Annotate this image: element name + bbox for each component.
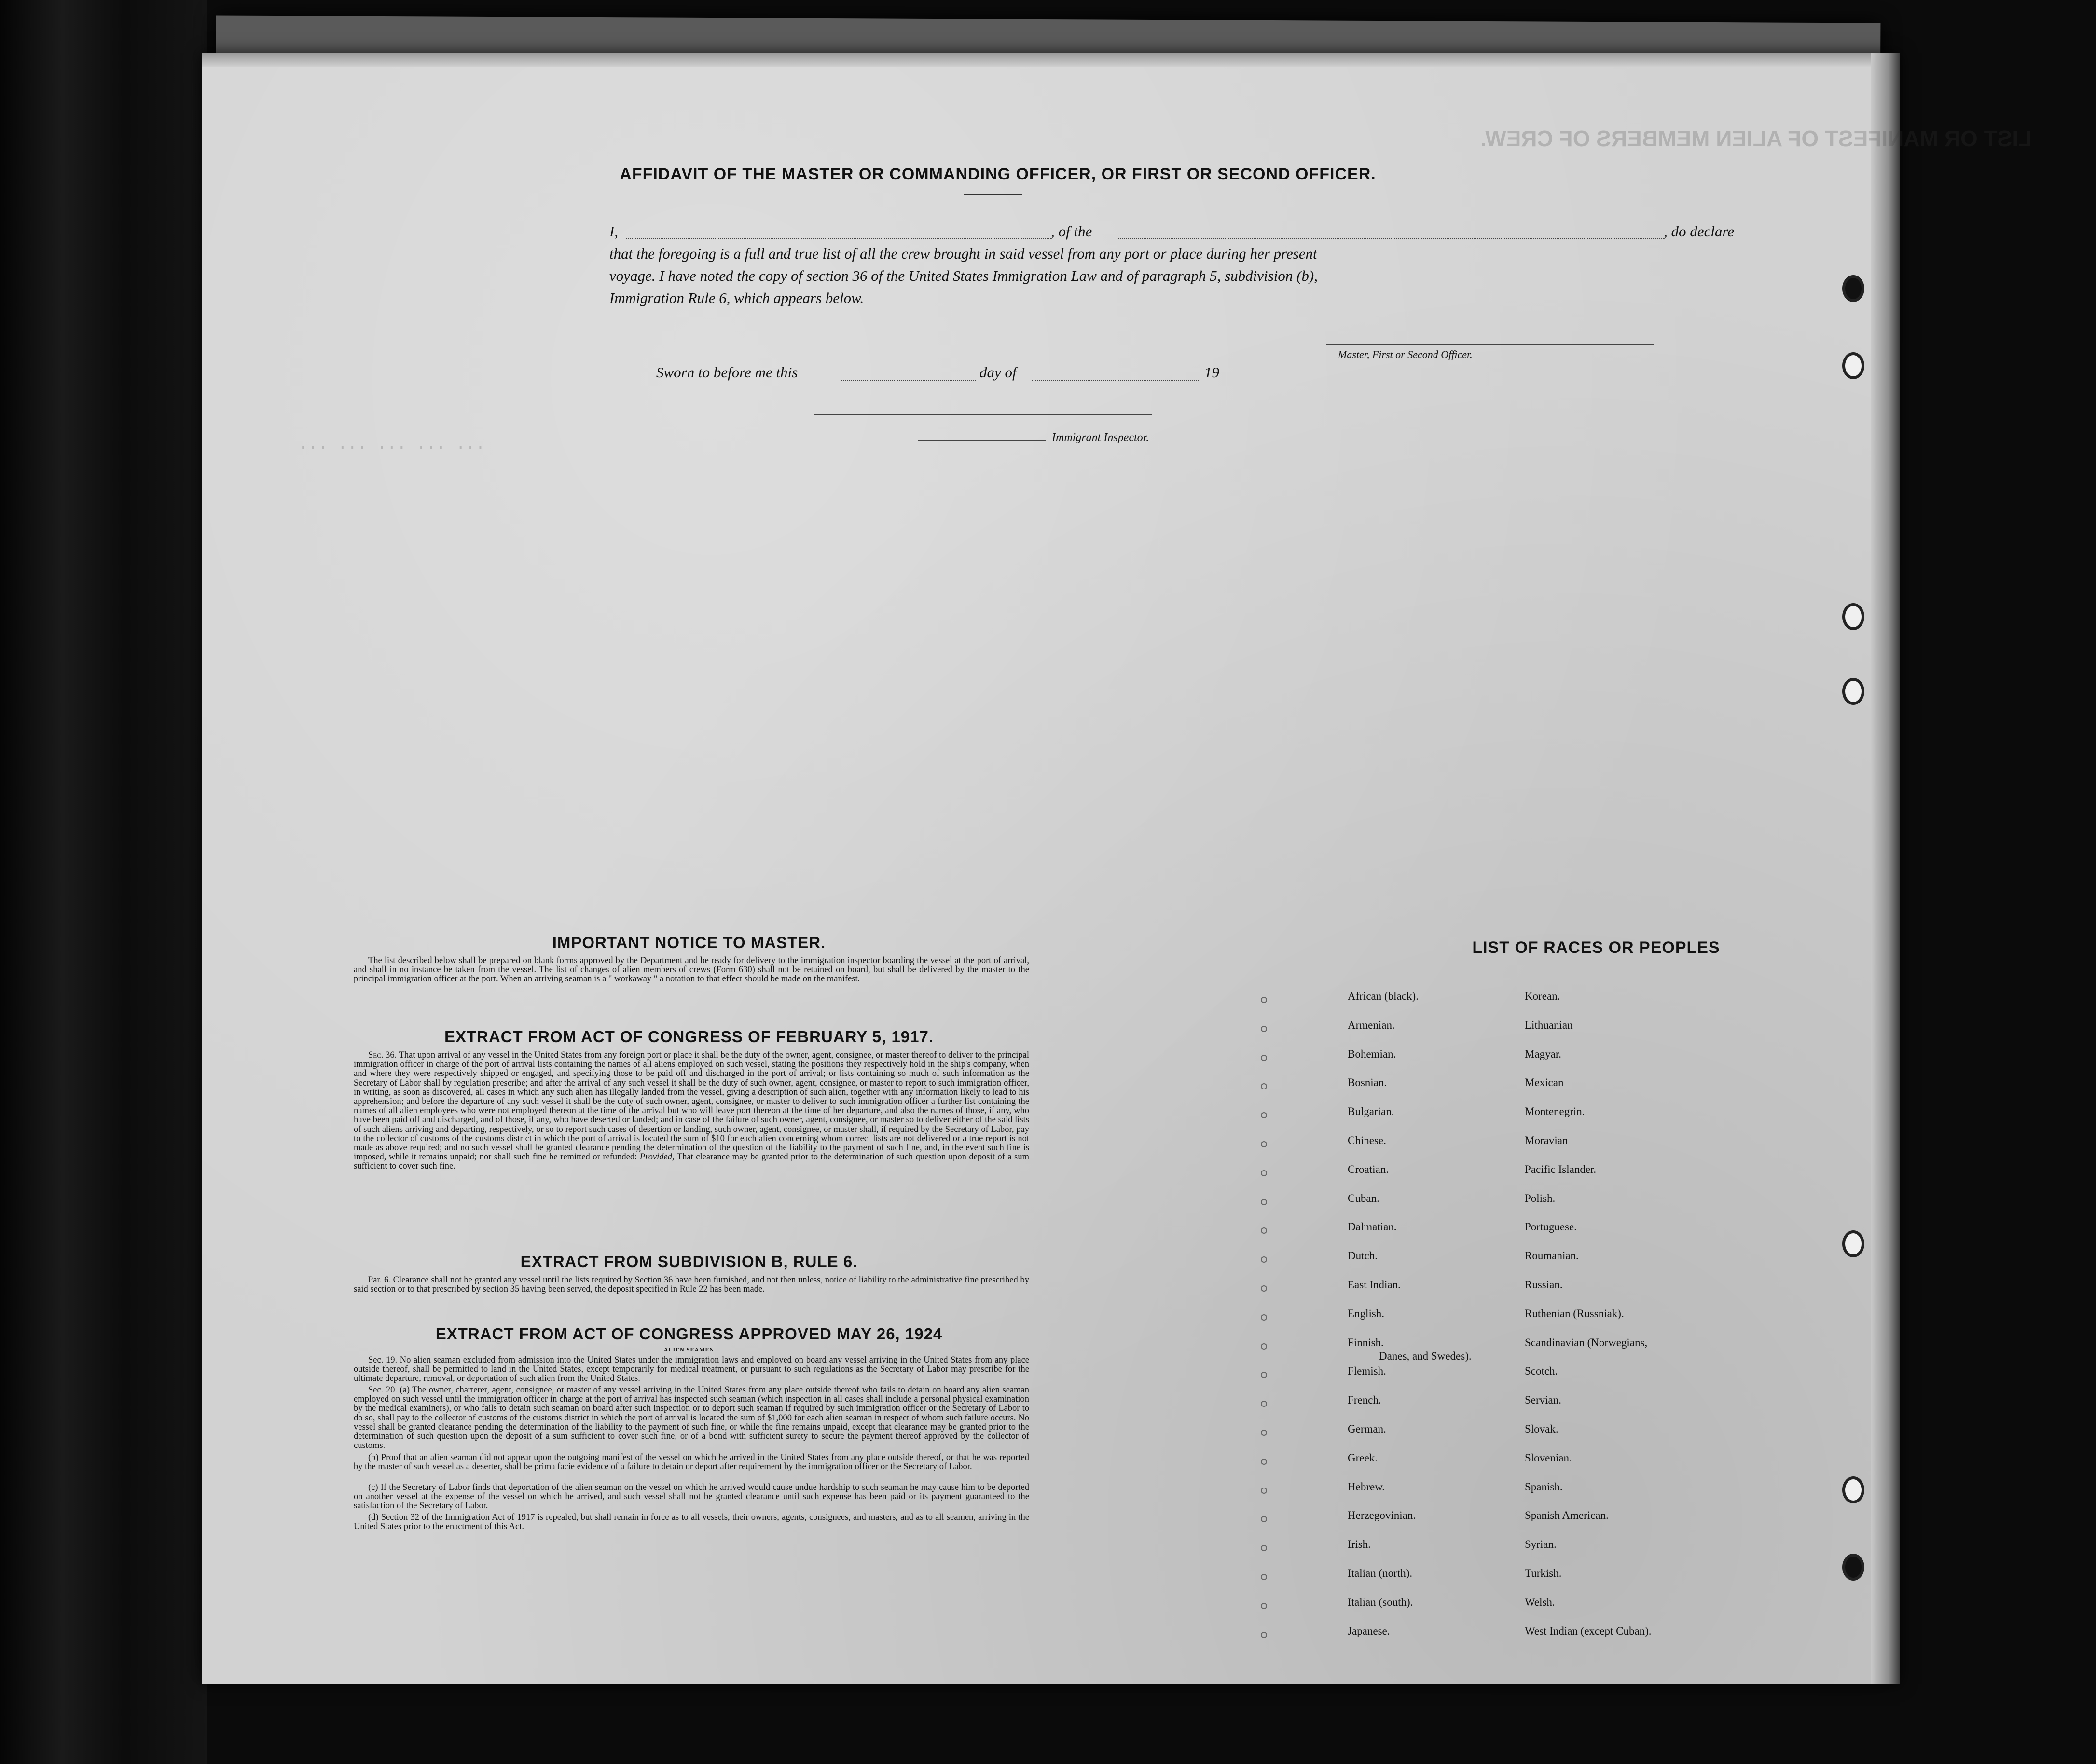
inspector-label: Immigrant Inspector.	[1052, 431, 1149, 444]
affidavit-line-4: Immigration Rule 6, which appears below.	[609, 289, 864, 306]
race-left-item: English.	[1348, 1307, 1385, 1320]
race-right-item: Roumanian.	[1525, 1250, 1579, 1262]
race-marker	[1261, 1459, 1267, 1465]
sworn-day-of: day of	[979, 364, 1017, 381]
name-blank	[626, 238, 1051, 239]
extract-1924-sec20d: (d) Section 32 of the Immigration Act of 1917 is repealed, but shall remain in force as to all vessels, their owners, agents, consignees, and masters, and as to all seamen, arriving in the United States prior to the enactment of this Act.	[354, 1513, 1029, 1532]
binder-hole	[1842, 352, 1864, 379]
race-marker	[1261, 1112, 1267, 1118]
race-left-item: Italian (south).	[1348, 1596, 1413, 1608]
race-left-item: Flemish.	[1348, 1365, 1386, 1378]
race-right-item: Syrian.	[1525, 1538, 1557, 1551]
race-marker	[1261, 1227, 1267, 1234]
race-right-item: West Indian (except Cuban).	[1525, 1625, 1652, 1637]
race-left-item: Cuban.	[1348, 1192, 1379, 1204]
extract-1924-sec20a: Sec. 20. (a) The owner, charterer, agent, consignee, or master of any vessel arriving in the United States from any place outside thereof who fails to detain on board any alien seaman employed on such vessel until the immigration officer in charge at the port of arrival has inspected such seaman (which inspection in all cases shall include a personal physical examination by the medical examiners), or who fails to detain such seaman on board after such inspection or to deport such seaman if required by such immigration officer or the Secretary of Labor to do so, shall pay to the collector of customs of the customs district in which the port of arrival is located the sum of $1,000 for each alien seaman in respect of whom such failure occurs. No vessel shall be granted clearance pending the determination of the liability to the payment of such fine, or while the fine remains unpaid, except that clearance may be granted prior to the determination of such question upon the deposit of a sum sufficient to cover such fine, or of a bond with sufficient surety to secure the payment thereof approved by the collector of customs.	[354, 1385, 1029, 1451]
race-right-item: Lithuanian	[1525, 1019, 1573, 1031]
extract-rule6-title: EXTRACT FROM SUBDIVISION B, RULE 6.	[520, 1253, 858, 1270]
vessel-blank	[1118, 238, 1664, 239]
race-left-item: Bohemian.	[1348, 1047, 1396, 1060]
extract-1924-title: EXTRACT FROM ACT OF CONGRESS APPROVED MAY 26, 1924	[435, 1325, 943, 1343]
race-left-item: Herzegovinian.	[1348, 1509, 1416, 1522]
race-marker	[1261, 1516, 1267, 1522]
race-marker	[1261, 1632, 1267, 1638]
race-left-item: African (black).	[1348, 990, 1419, 1002]
inspector-signature-line	[918, 440, 1046, 441]
race-marker	[1261, 1372, 1267, 1378]
race-left-item: Bulgarian.	[1348, 1105, 1394, 1118]
sworn-month-blank	[1032, 380, 1200, 381]
race-right-item: Russian.	[1525, 1279, 1563, 1291]
race-marker	[1261, 1141, 1267, 1147]
affidavit-title: AFFIDAVIT OF THE MASTER OR COMMANDING OFFICER, OR FIRST OR SECOND OFFICER.	[620, 165, 1376, 183]
race-right-item: Magyar.	[1525, 1047, 1562, 1060]
race-marker	[1261, 1256, 1267, 1263]
race-marker	[1261, 1574, 1267, 1580]
extract-1924-subhead: ALIEN SEAMEN	[663, 1346, 715, 1353]
race-right-item: Pacific Islander.	[1525, 1163, 1597, 1175]
race-left-item: Finnish.	[1348, 1336, 1384, 1349]
master-signature-line	[1326, 344, 1654, 345]
race-left-item: German.	[1348, 1423, 1386, 1435]
race-left-item: Bosnian.	[1348, 1076, 1387, 1089]
sworn-prefix: Sworn to before me this	[656, 364, 798, 381]
page-fold	[202, 53, 1900, 67]
title-underline	[964, 194, 1022, 195]
race-right-item: Korean.	[1525, 990, 1560, 1002]
race-right-item: Danes, and Swedes).	[1379, 1350, 1472, 1362]
race-right-item: Portuguese.	[1525, 1221, 1577, 1233]
affidavit-line-2: that the foregoing is a full and true list of all the crew brought in said vessel from any port or place during her present	[609, 245, 1317, 262]
extract-1917-section-label: Sec. 36.	[368, 1050, 397, 1060]
affidavit-i: I,	[609, 223, 619, 240]
extract-1924-sec20b: (b) Proof that an alien seaman did not appear upon the outgoing manifest of the vessel on which he arrived in the United States from any place outside thereof, or that he was reported by the master of such vessel as a deserter, shall be prima facie evidence of a failure to detain or deport after requirement by the immigration officer or the Secretary of Labor.	[354, 1453, 1029, 1472]
race-right-item: Spanish.	[1525, 1480, 1563, 1493]
binding-edge	[0, 0, 207, 1764]
race-marker	[1261, 1603, 1267, 1609]
race-left-item: Hebrew.	[1348, 1480, 1385, 1493]
race-marker	[1261, 1488, 1267, 1494]
race-left-item: Italian (north).	[1348, 1567, 1413, 1579]
race-marker	[1261, 1170, 1267, 1176]
extract-rule6-text: Par. 6. Clearance shall not be granted any vessel until the lists required by Section 36 have been furnished, and not then unless, notice of liability to the administrative fine prescribed by said section or to that prescribed by section 35 having been served, the deposit specified in Rule 22 has been made.	[354, 1275, 1029, 1295]
bleed-through-mark: ··· ··· ··· ··· ···	[298, 439, 485, 457]
race-marker	[1261, 1343, 1267, 1350]
race-right-item: Slovenian.	[1525, 1451, 1572, 1464]
binder-hole	[1842, 678, 1864, 705]
notice-title: IMPORTANT NOTICE TO MASTER.	[552, 934, 826, 951]
binder-hole	[1842, 275, 1864, 302]
binder-hole	[1842, 1554, 1864, 1581]
sworn-year: 19	[1204, 364, 1219, 381]
race-left-item: Greek.	[1348, 1451, 1378, 1464]
race-right-item: Scotch.	[1525, 1365, 1558, 1378]
binder-hole	[1842, 1230, 1864, 1257]
race-marker	[1261, 1026, 1267, 1032]
sworn-day-blank	[841, 380, 976, 381]
race-right-item: Polish.	[1525, 1192, 1556, 1204]
binder-hole	[1842, 1476, 1864, 1503]
extract-1917-proviso-label: Provided,	[639, 1152, 675, 1162]
binder-hole	[1842, 603, 1864, 630]
master-label: Master, First or Second Officer.	[1338, 348, 1473, 360]
bleed-through-mark: LIST OR MANIFEST OF ALIEN MEMBERS OF CREW.	[1480, 126, 2032, 151]
affidavit-line-3: voyage. I have noted the copy of section 36 of the United States Immigration Law and of paragraph 5, subdivision (b),	[609, 267, 1318, 284]
extract-1917-text	[354, 1051, 1029, 1171]
race-left-item: East Indian.	[1348, 1279, 1401, 1291]
race-right-item: Servian.	[1525, 1394, 1562, 1406]
race-right-item: Spanish American.	[1525, 1509, 1609, 1522]
race-right-item: Turkish.	[1525, 1567, 1562, 1579]
race-marker	[1261, 1430, 1267, 1436]
inspector-upper-line	[814, 414, 1152, 415]
race-marker	[1261, 997, 1267, 1003]
race-marker	[1261, 1055, 1267, 1061]
extract-1924-sec20c: (c) If the Secretary of Labor finds that deportation of the alien seaman on the vessel on which he arrived would cause undue hardship to such seaman he may cause him to be deported on another vessel at the expense of the vessel on which he arrived, and such vessel shall not be granted clearance until such expense has been paid or its payment guaranteed to the satisfaction of the Secretary of Labor.	[354, 1483, 1029, 1511]
extract-1917-proviso-text: That clearance may be granted prior to the determination of such question upon deposit of a sum sufficient to cover such fine.	[354, 1152, 1030, 1171]
race-left-item: Armenian.	[1348, 1019, 1395, 1031]
affidavit-do-declare: , do declare	[1664, 223, 1735, 240]
races-title: LIST OF RACES OR PEOPLES	[1472, 938, 1720, 957]
race-right-item: Welsh.	[1525, 1596, 1555, 1608]
page-edge-shadow	[1871, 53, 1900, 1684]
race-marker	[1261, 1199, 1267, 1205]
race-right-item: Mexican	[1525, 1076, 1564, 1089]
notice-text: The list described below shall be prepared on blank forms approved by the Department and be ready for delivery to the immigration inspector boarding the vessel at the port of arrival, and shall in no instance be taken from the vessel. The list of changes of alien members of crews (Form 630) shall not be retained on board, but shall be delivered by the master to the principal immigration officer at the port. When an arriving seaman is a " workaway " a notation to that effect should be made on the manifest.	[354, 956, 1029, 984]
race-left-item: Croatian.	[1348, 1163, 1389, 1175]
extract-1924-sec19: Sec. 19. No alien seaman excluded from admission into the United States under the immigration laws and employed on board any vessel arriving in the United States from any place outside thereof, shall be permitted to land in the United States, except temporarily for medical treatment, or pursuant to such regulations as the Secretary of Labor may prescribe for the ultimate departure, removal, or deportation of such alien from the United States.	[354, 1355, 1029, 1384]
race-right-item: Moravian	[1525, 1134, 1568, 1146]
race-left-item: French.	[1348, 1394, 1381, 1406]
race-left-item: Japanese.	[1348, 1625, 1390, 1637]
race-marker	[1261, 1285, 1267, 1292]
form-page	[202, 53, 2032, 1684]
race-right-item: Slovak.	[1525, 1423, 1558, 1435]
race-marker	[1261, 1545, 1267, 1551]
race-right-item: Montenegrin.	[1525, 1105, 1585, 1118]
race-left-item: Irish.	[1348, 1538, 1371, 1551]
affidavit-of-the: , of the	[1051, 223, 1092, 240]
extract-1917-body: That upon arrival of any vessel in the United States from any foreign port or place it shall be the duty of the owner, agent, consignee, or master thereof to deliver to the principal immigration officer in charge of the port of arrival lists containing the names of all aliens employed on such vessel, stating the positions they respectively hold in the ship's company, when and where they were respectively shipped or engaged, and specifying those to be paid off and discharged in the port of arrival; or lists containing so much of such information as the Secretary of Labor shall by regulation prescribe; and after the arrival of any such vessel it shall be the duty of such owner, agent, consignee, or master to report to such immigration officer, in writing, as soon as discovered, all cases in which any such alien has illegally landed from the vessel, giving a description of such alien, together with any information likely to lead to his apprehension; and before the departure of any such vessel it shall be the duty of such owner, agent, consignee, or master to deliver to such immigration officer a further list containing the names of all alien employees who were not employed thereon at the time of the arrival but who will leave port thereon at the time of her departure, and also the names of those, if any, who have been paid off and discharged, and of those, if any, who have deserted or landed; and in case of the failure of such owner, agent, consignee, or master so to deliver either of the said lists of such aliens arriving and departing, respectively, or so to report such cases of desertion or landing, such owner, agent, consignee, or master shall, if required by the Secretary of Labor, pay to the collector of customs of the customs district in which the port of arrival is located the sum of $10 for each alien concerning whom correct lists are not delivered or a true report is not made as above required; and no such vessel shall be granted clearance pending the determination of the question of the liability to the payment of such fine, and, in the event such fine is imposed, while it remains unpaid; nor shall such fine be remitted or refunded:	[354, 1050, 1030, 1162]
race-right-item: Ruthenian (Russniak).	[1525, 1307, 1624, 1320]
race-marker	[1261, 1083, 1267, 1089]
race-left-item: Dutch.	[1348, 1250, 1378, 1262]
race-marker	[1261, 1401, 1267, 1407]
race-left-item: Dalmatian.	[1348, 1221, 1397, 1233]
race-marker	[1261, 1314, 1267, 1321]
race-left-item: Chinese.	[1348, 1134, 1386, 1146]
extract-1917-title: EXTRACT FROM ACT OF CONGRESS OF FEBRUARY 5, 1917.	[444, 1028, 934, 1046]
race-right-item: Scandinavian (Norwegians,	[1525, 1336, 1648, 1349]
